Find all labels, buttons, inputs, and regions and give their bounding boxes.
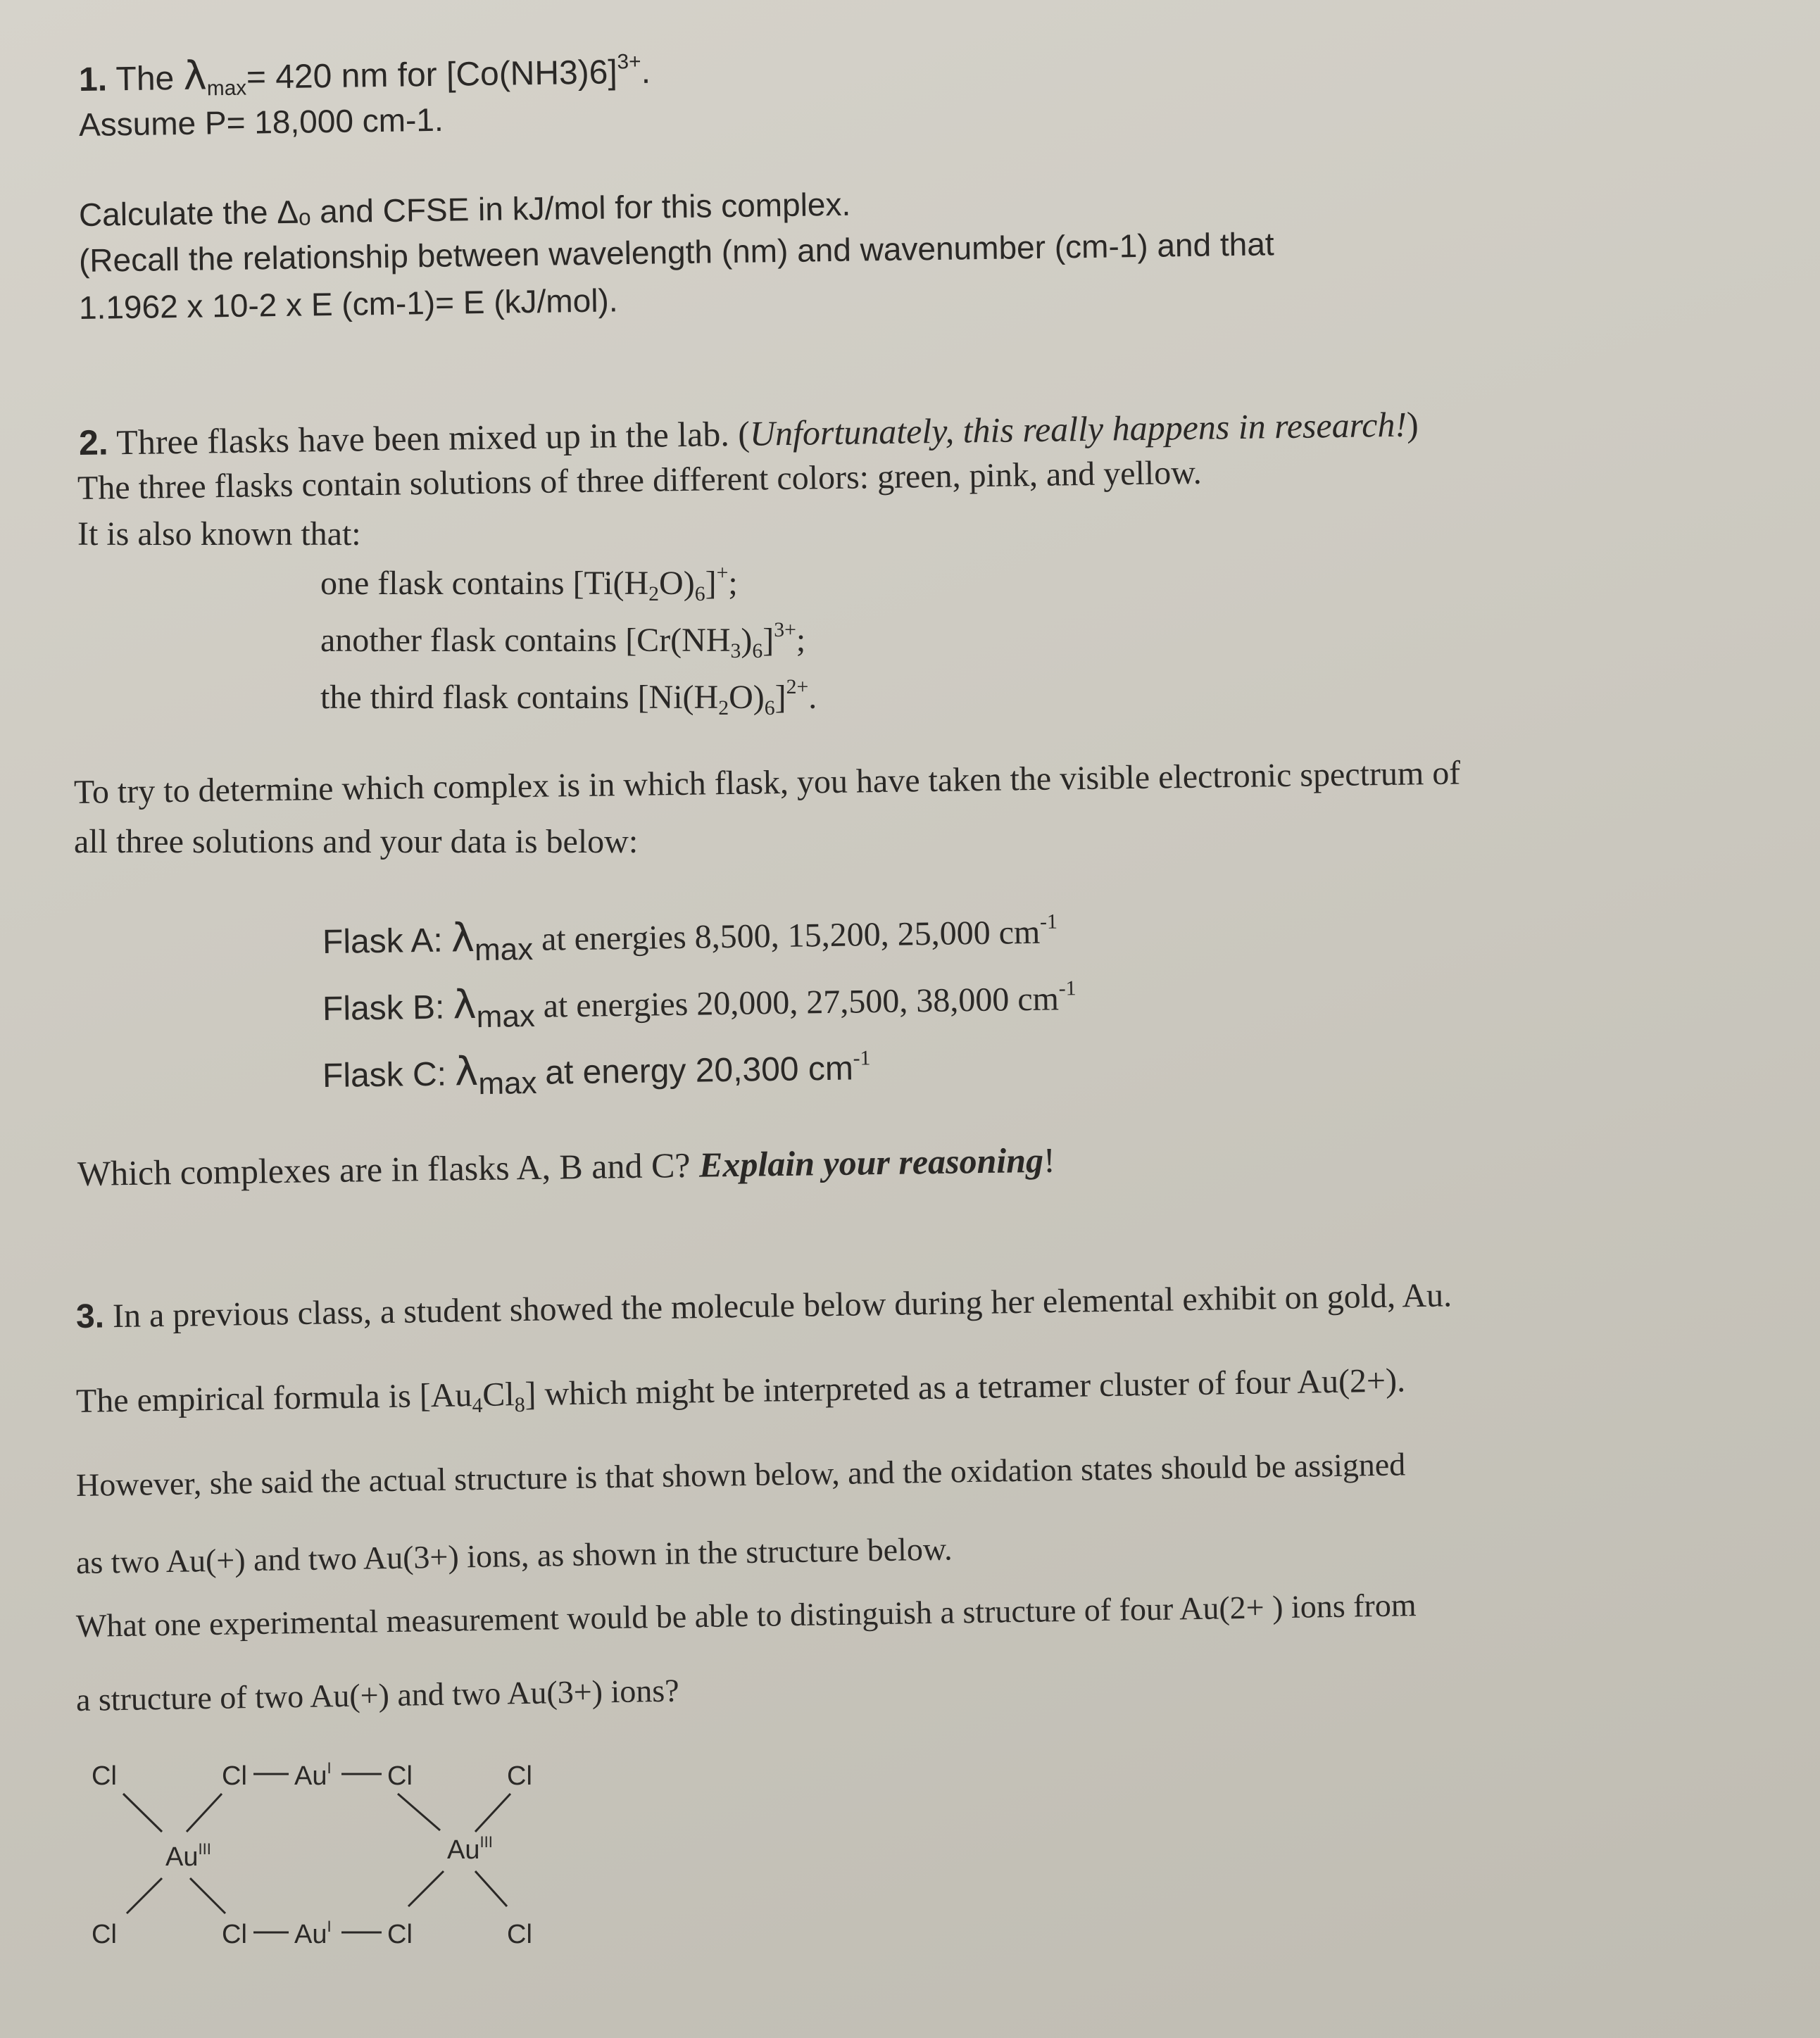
flask-a-unit-exponent: -1 [1039, 910, 1058, 933]
flask-c-unit-exponent: -1 [853, 1046, 871, 1070]
max-subscript: max [478, 1065, 537, 1102]
flask-a-label: Flask A: [322, 921, 444, 961]
flask-b-energies: at energies 20,000, 27,500, 38,000 cm [543, 980, 1060, 1025]
q3-line-1 [76, 1277, 1452, 1335]
complex-ni-a: the third flask contains [Ni(H [320, 679, 719, 716]
flask-c-data [322, 1045, 871, 1102]
q2-line-4: To try to determine which complex is in which flask, you have taken the visible electronic spectrum of [73, 754, 1461, 811]
lambda-symbol: λ [452, 981, 477, 1029]
complex-cr-d: ; [796, 622, 806, 659]
q2-line-5: all three solutions and your data is below: [74, 823, 639, 860]
complex-cr-c: ] [762, 622, 774, 659]
max-subscript: max [474, 932, 534, 968]
lambda-symbol: λ [454, 1048, 479, 1095]
q2-line-1-a: Three flasks have been mixed up in the lab. ( [115, 413, 751, 463]
complex-cr-sub-1: 3 [730, 639, 741, 662]
au-oxidation: III [198, 1840, 211, 1858]
cl-atom: Cl [387, 1761, 413, 1791]
au-symbol: Au [165, 1842, 199, 1872]
q2-line-2: The three flasks contain solutions of three different colors: green, pink, and yellow. [77, 453, 1203, 507]
complex-ti-charge: + [716, 561, 729, 585]
bond-line [127, 1878, 162, 1913]
au-symbol: Au [294, 1761, 327, 1791]
q3-line-6: a structure of two Au(+) and two Au(3+) ions? [75, 1672, 680, 1718]
au-symbol: Au [447, 1835, 480, 1865]
flask-b-unit-exponent: -1 [1058, 976, 1077, 1000]
q2-line-1 [79, 405, 1419, 463]
complex-ti-sub-2: 6 [694, 581, 705, 605]
q1-line-3: Calculate the Δₒ and CFSE in kJ/mol for this complex. [78, 185, 851, 233]
q3-line-3: However, she said the actual structure is that shown below, and the oxidation states should be assigned [75, 1446, 1406, 1503]
cl-atom: Cl [92, 1761, 117, 1791]
bond-line [123, 1794, 162, 1832]
au-atom [165, 1840, 211, 1872]
complex-ti-sub-1: 2 [648, 581, 660, 605]
complex-ti-a: one flask contains [Ti(H [320, 565, 649, 602]
complex-ti-c: ] [705, 565, 717, 602]
au-atom [294, 1759, 332, 1791]
complex-cr [320, 618, 806, 662]
q1-line-1-a: The [115, 59, 184, 99]
flask-c-energy: at energy 20,300 cm [544, 1050, 854, 1092]
au4cl8-structure [77, 1753, 570, 1964]
au-atom [447, 1833, 493, 1865]
cl-atom: Cl [387, 1920, 413, 1949]
max-subscript: max [476, 998, 536, 1035]
q3-line-2-b: Cl [482, 1376, 515, 1414]
q3-line-4: as two Au(+) and two Au(3+) ions, as shown in the structure below. [75, 1530, 953, 1580]
au-oxidation: III [479, 1833, 493, 1851]
complex-ti-b: O) [659, 565, 695, 602]
q3-number: 3. [75, 1297, 105, 1335]
q3-line-2-a: The empirical formula is [Au [75, 1376, 472, 1420]
complex-ni [320, 675, 817, 719]
bond-line [475, 1871, 507, 1906]
max-subscript: max [206, 76, 247, 101]
bond-line [398, 1794, 440, 1830]
q3-sub-2: 8 [514, 1392, 525, 1417]
lambda-symbol: λ [183, 53, 208, 99]
q1-line-1-b: = 420 nm for [Co(NH3)6] [246, 54, 618, 96]
q1-line-4: (Recall the relationship between wavelength (nm) and wavenumber (cm-1) and that [78, 225, 1274, 279]
q1-line-2: Assume P= 18,000 cm-1. [78, 101, 444, 143]
q2-question-a: Which complexes are in flasks A, B and C? [77, 1145, 700, 1193]
q3-sub-1: 4 [472, 1393, 483, 1418]
q2-question-c: ! [1043, 1140, 1056, 1180]
complex-ni-c: ] [774, 679, 786, 716]
q2-line-1-c: ) [1406, 404, 1419, 444]
complex-ti-d: ; [728, 565, 738, 602]
bond-line [408, 1871, 444, 1906]
q2-line-3: It is also known that: [77, 515, 361, 553]
cl-atom: Cl [507, 1761, 532, 1791]
flask-b-data [322, 975, 1077, 1035]
complex-ti [320, 561, 738, 605]
au-oxidation: I [327, 1918, 332, 1935]
cl-atom: Cl [92, 1920, 117, 1949]
q1-charge: 3+ [617, 50, 641, 74]
q3-line-2 [76, 1362, 1406, 1420]
cl-atom: Cl [222, 1761, 247, 1791]
complex-ni-b: O) [729, 679, 765, 716]
complex-ni-charge: 2+ [786, 675, 809, 699]
q1-line-1 [79, 49, 651, 100]
q2-number: 2. [78, 422, 109, 463]
flask-a-energies: at energies 8,500, 15,200, 25,000 cm [541, 913, 1041, 958]
complex-cr-a: another flask contains [Cr(NH [320, 622, 731, 659]
q1-number: 1. [78, 61, 108, 99]
cl-atom: Cl [222, 1920, 247, 1949]
au-oxidation: I [327, 1759, 332, 1777]
complex-ni-sub-1: 2 [718, 696, 729, 719]
cl-atom: Cl [507, 1920, 532, 1949]
q2-italic-aside: Unfortunately, this really happens in research! [749, 404, 1407, 453]
q1-line-5: 1.1962 x 10-2 x E (cm-1)= E (kJ/mol). [78, 282, 618, 326]
explain-emphasis: Explain your reasoning [698, 1140, 1044, 1185]
q2-question [77, 1141, 1055, 1193]
flask-a-data [322, 908, 1058, 968]
q3-line-5: What one experimental measurement would be able to distinguish a structure of four Au(2+ ) ions from [75, 1587, 1417, 1644]
au-symbol: Au [294, 1920, 327, 1949]
q3-line-2-c: ] which might be interpreted as a tetramer cluster of four Au(2+). [525, 1361, 1406, 1413]
bond-line [190, 1878, 225, 1913]
bond-line [475, 1794, 510, 1832]
au-atom [294, 1918, 332, 1949]
flask-c-label: Flask C: [322, 1055, 447, 1095]
complex-ni-sub-2: 6 [764, 696, 775, 719]
complex-cr-charge: 3+ [774, 618, 796, 642]
lambda-symbol: λ [451, 914, 475, 962]
complex-cr-b: ) [741, 622, 753, 659]
bond-line [187, 1794, 222, 1832]
complex-cr-sub-2: 6 [752, 639, 763, 662]
q3-line-1-text: In a previous class, a student showed the molecule below during her elemental exhibit on gold, Au. [112, 1276, 1452, 1335]
complex-ni-d: . [808, 679, 817, 716]
q1-line-1-c: . [641, 53, 651, 91]
flask-b-label: Flask B: [322, 988, 445, 1028]
